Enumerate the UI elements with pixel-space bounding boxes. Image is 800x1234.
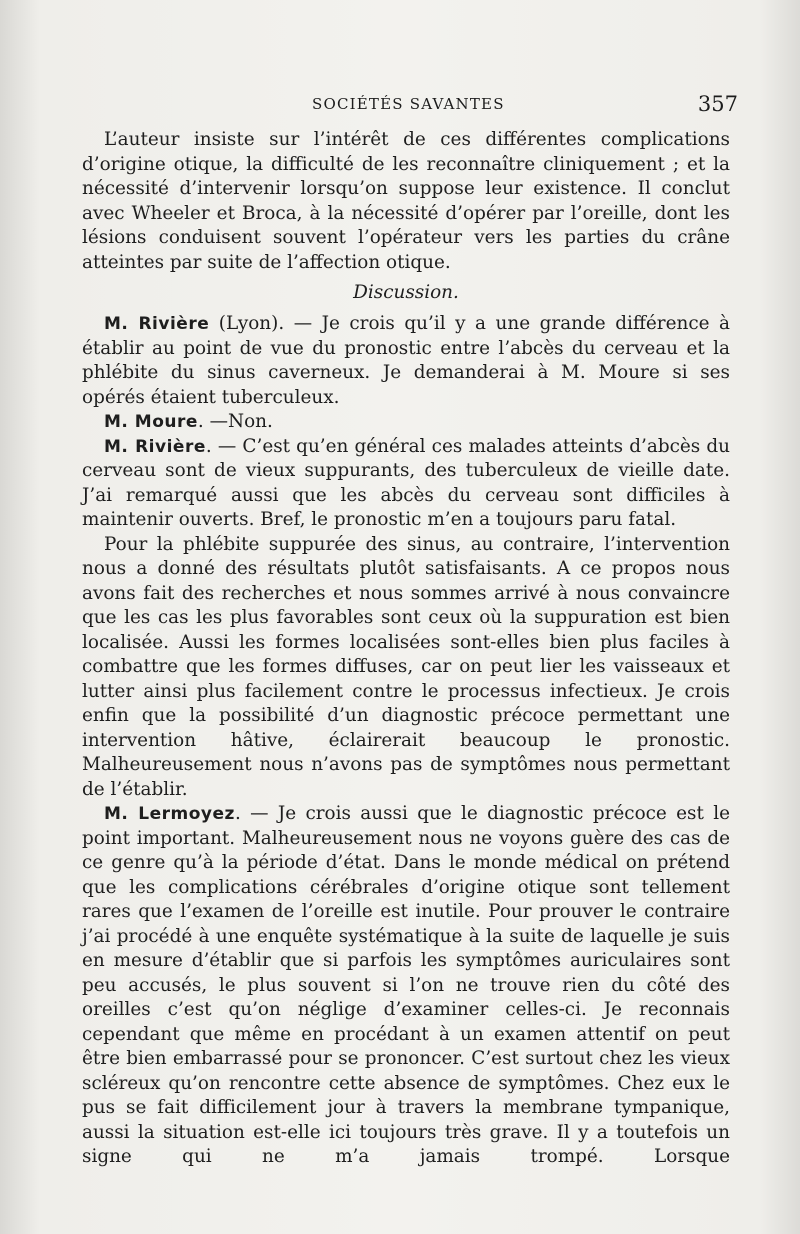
paragraph-moure (82, 410, 730, 435)
body-text (82, 128, 730, 1170)
speech-text: . —Non. (197, 411, 273, 432)
speech-text: (Lyon). — Je crois qu’il y a une grande différence à établir au point de vue du pronostic entre l’abcès du cerveau et la phlébite du sinus caverneux. Je demanderai à M. Moure si ses opérés étaient tuberculeux. (82, 313, 730, 408)
paragraph-riviere-2 (82, 435, 730, 533)
paragraph-author-summary: L’auteur insiste sur l’intérêt de ces différentes complications d’origine otique, la difficulté de les reconnaître cliniquement ; et la nécessité d’intervenir lorsqu’on suppose leur existence. Il conclut avec Wheeler et Broca, à la nécessité d’opérer par l’oreille, dont les lésions conduisent souvent l’opérateur vers les parties du crâne atteintes par suite de l’affection otique. (82, 129, 730, 273)
paragraph-lermoyez (82, 802, 730, 1170)
paragraph-riviere-1 (82, 312, 730, 410)
page-header (82, 92, 738, 118)
speaker-name: M. Moure (104, 412, 198, 432)
speech-text: . — C’est qu’en général ces malades atteints d’abcès du cerveau sont de vieux suppurants, des tuberculeux de vieille date. J’ai remarqué aussi que les abcès du cerveau sont difficiles à maintenir ouverts. Bref, le pronostic m’en a toujours paru fatal. (82, 435, 730, 530)
page-number: 357 (697, 92, 738, 116)
speaker-name: M. Lermoyez (104, 804, 235, 824)
running-title: SOCIÉTÉS SAVANTES (312, 95, 505, 113)
speech-text: . — Je crois aussi que le diagnostic précoce est le point important. Malheureusement nous ne voyons guère des cas de ce genre qu’à la période d’état. Dans le monde médical on prétend que les complications cérébrales d’origine otique sont tellement rares que l’examen de l’oreille est inutile. Pour prouver le contraire j’ai procédé à une enquête systématique à la suite de laquelle je suis en mesure d’établir que si parfois les symptômes auriculaires sont peu accusés, le plus souvent si l’on ne trouve rien du côté des oreilles c’est qu’on néglige d’examiner celles-ci. Je reconnais cependant que même en procédant à un examen attentif on peut être bien embarrassé pour se prononcer. C’est surtout chez les vieux scléreux qu’on rencontre cette absence de symptômes. Chez eux le pus se fait difficilement jour à travers la membrane tympanique, aussi la situation est-elle ici toujours très grave. Il y a toutefois un signe qui ne m’a jamais trompé. Lorsque (82, 803, 730, 1167)
speaker-name: M. Rivière (104, 436, 206, 457)
paragraph-riviere-3: Pour la phlébite suppurée des sinus, au contraire, l’intervention nous a donné des résultats plutôt satisfaisants. A ce propos nous avons fait des recherches et nous sommes arrivé à nous convaincre que les cas les plus favorables sont ceux où la suppuration est bien localisée. Aussi les formes localisées sont-elles bien plus faciles à combattre que les formes diffuses, car on peut lier les vaisseaux et lutter ainsi plus facilement contre le processus infectieux. Je crois enfin que la possibilité d’un diagnostic précoce permettant une intervention hâtive, éclairerait beaucoup le pronostic. Malheureusement nous n’avons pas de symptômes nous permettant de l’établir. (82, 533, 730, 800)
speaker-name: M. Rivière (104, 314, 210, 334)
discussion-heading: Discussion. (353, 282, 459, 303)
